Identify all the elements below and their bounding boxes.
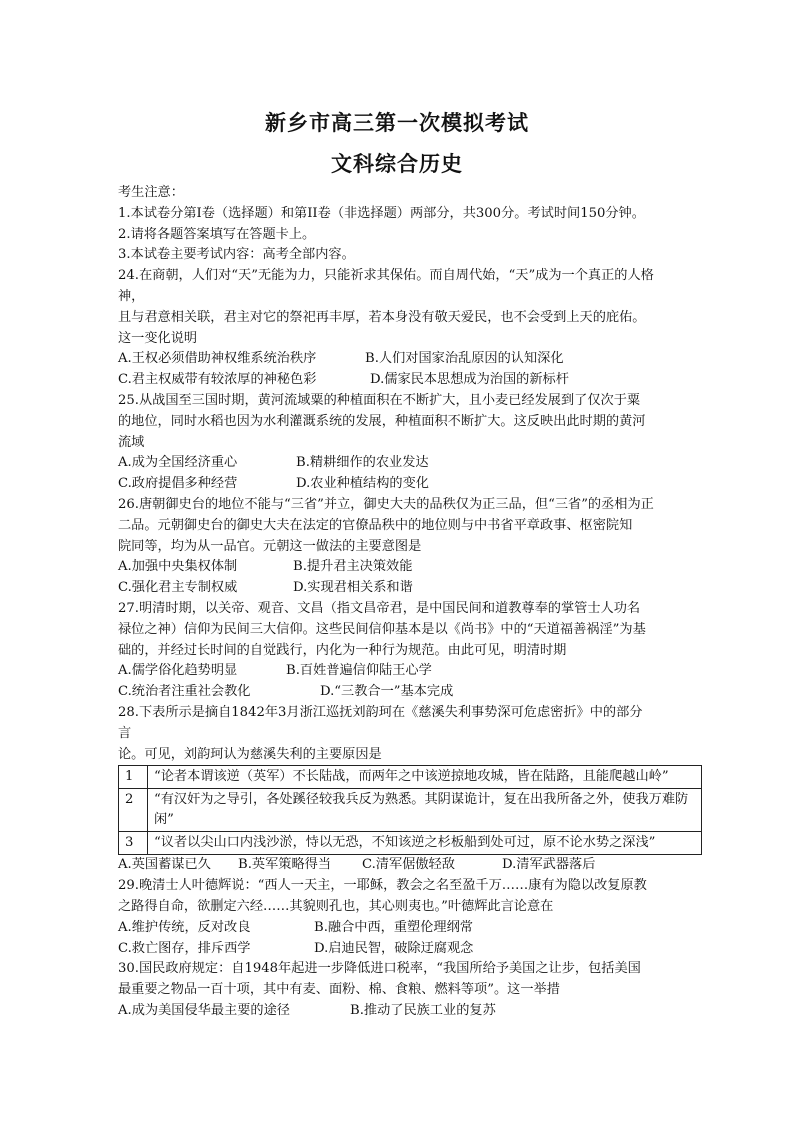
question-24-stem: 24.在商朝，人们对“天”无能为力，只能祈求其保佑。而自周代始，“天”成为一个真正的人格 bbox=[118, 268, 654, 284]
option-d: D.“三教合一”基本完成 bbox=[320, 684, 454, 700]
table-cell-text: “有汉奸为之导引，各处蹊径较我兵反为熟悉。其阴谋诡计，复在出我所备之外，使我万难防闲” bbox=[148, 789, 702, 832]
question-28-table bbox=[118, 765, 702, 855]
option-d: D.儒家民本思想成为治国的新标杆 bbox=[370, 372, 569, 388]
table-cell-text: “论者本谓该逆（英军）不长陆战，而两年之中该逆掠地攻城，皆在陆路，且能爬越山岭” bbox=[148, 766, 702, 789]
question-24-stem: 神， bbox=[118, 288, 145, 304]
question-28-stem: 论。可见，刘韵珂认为慈溪失利的主要原因是 bbox=[118, 746, 382, 762]
question-26-options-row bbox=[118, 578, 698, 599]
option-d: D.清军武器落后 bbox=[502, 857, 596, 873]
notice-item: 2.请将各题答案填写在答题卡上。 bbox=[118, 226, 316, 242]
option-b: B.英军策略得当 bbox=[238, 857, 332, 873]
question-26-stem: 院同等，均为从一品官。元朝这一做法的主要意图是 bbox=[118, 538, 422, 554]
question-27-stem: 27.明清时期，以关帝、观音、文昌（指文昌帝君，是中国民间和道教尊奉的掌管士人功名 bbox=[118, 600, 641, 616]
option-a: A.王权必须借助神权维系统治秩序 bbox=[118, 351, 317, 367]
question-26-options-row bbox=[118, 557, 698, 578]
option-b: B.提升君主决策效能 bbox=[293, 559, 413, 575]
question-25-stem: 流域 bbox=[118, 434, 145, 450]
option-a: A.维护传统，反对改良 bbox=[118, 919, 251, 935]
question-24-stem: 这一变化说明 bbox=[118, 330, 198, 346]
question-29-stem: 29.晚清士人叶德辉说：“西人一天主，一耶稣，教会之名至盈千万……康有为隐以改复原教 bbox=[118, 878, 647, 894]
option-b: B.百姓普遍信仰陆王心学 bbox=[286, 663, 432, 679]
question-25-stem: 25.从战国至三国时期，黄河流域粟的种植面积在不断扩大，且小麦已经发展到了仅次于粟 bbox=[118, 392, 641, 408]
exam-content bbox=[118, 183, 698, 1022]
table-cell-text: “议者以尖山口内浅沙淤，恃以无恐，不知该逆之杉板船到处可过，原不论水势之深浅” bbox=[148, 832, 702, 855]
question-25-options-row bbox=[118, 453, 698, 474]
question-29-options-row bbox=[118, 918, 698, 939]
option-a: A.儒学俗化趋势明显 bbox=[118, 663, 238, 679]
notice-item: 1.本试卷分第I卷（选择题）和第II卷（非选择题）两部分，共300分。考试时间150分钟。 bbox=[118, 205, 645, 221]
question-25-stem: 的地位，同时水稻也因为水利灌溉系统的发展，种植面积不断扩大。这反映出此时期的黄河 bbox=[118, 413, 646, 429]
question-27-options-row bbox=[118, 661, 698, 682]
option-a: A.成为美国侵华最主要的途径 bbox=[118, 1002, 290, 1018]
question-27-stem: 础的，并经过长时间的自觉践行，内化为一种行为规范。由此可见，明清时期 bbox=[118, 642, 567, 658]
question-28-stem: 言 bbox=[118, 725, 132, 741]
question-29-options-row bbox=[118, 939, 698, 960]
table-row bbox=[119, 832, 702, 855]
question-24-options-row bbox=[118, 349, 698, 370]
option-d: D.启迪民智，破除迂腐观念 bbox=[314, 940, 474, 956]
option-a: A.加强中央集权体制 bbox=[118, 559, 238, 575]
option-c: C.救亡图存，排斥西学 bbox=[118, 940, 251, 956]
question-29-stem: 之路得自命，欲删定六经……其貌则孔也，其心则夷也。”叶德辉此言论意在 bbox=[118, 898, 554, 914]
question-28-stem: 28.下表所示是摘自1842年3月浙江巡抚刘韵珂在《慈溪失利事势深可危虑密折》中的部分 bbox=[118, 704, 643, 720]
option-c: C.君主权威带有较浓厚的神秘色彩 bbox=[118, 372, 317, 388]
question-30-stem: 最重要之物品一百十项，其中有麦、面粉、棉、食粮、燃料等项”。这一举措 bbox=[118, 982, 560, 998]
question-27-options-row bbox=[118, 682, 698, 703]
option-c: C.政府提倡多种经营 bbox=[118, 476, 238, 492]
table-row bbox=[119, 766, 702, 789]
table-row bbox=[119, 789, 702, 832]
option-c: C.清军倨傲轻敌 bbox=[362, 857, 455, 873]
option-b: B.融合中西，重塑伦理纲常 bbox=[314, 919, 473, 935]
option-a: A.成为全国经济重心 bbox=[118, 455, 238, 471]
question-24-stem: 且与君意相关联，君主对它的祭祀再丰厚，若本身没有敬天爱民，也不会受到上天的庇佑。 bbox=[118, 309, 646, 325]
page-title: 新乡市高三第一次模拟考试 bbox=[265, 110, 529, 135]
question-24-options-row bbox=[118, 370, 698, 391]
option-c: C.强化君主专制权威 bbox=[118, 580, 238, 596]
question-27-stem: 禄位之神）信仰为民间三大信仰。这些民间信仰基本是以《尚书》中的“天道福善祸淫”为基 bbox=[118, 621, 646, 637]
option-a: A.英国蓄谋已久 bbox=[118, 857, 211, 873]
notice-item: 3.本试卷主要考试内容：高考全部内容。 bbox=[118, 247, 355, 263]
notice-heading: 考生注意： bbox=[118, 185, 184, 200]
option-b: B.推动了民族工业的复苏 bbox=[350, 1002, 496, 1018]
table-cell-num: 2 bbox=[119, 789, 148, 832]
table-cell-num: 1 bbox=[119, 766, 148, 789]
question-26-stem: 26.唐朝御史台的地位不能与“三省”并立，御史大夫的品秩仅为正三品，但“三省”的丞相为正 bbox=[118, 496, 654, 512]
option-c: C.统治者注重社会教化 bbox=[118, 684, 251, 700]
page-subtitle: 文科综合历史 bbox=[331, 151, 463, 176]
option-d: D.农业种植结构的变化 bbox=[296, 476, 429, 492]
question-26-stem: 二品。元朝御史台的御史大夫在法定的官僚品秩中的地位则与中书省平章政事、枢密院知 bbox=[118, 517, 633, 533]
question-30-stem: 30.国民政府规定：自1948年起进一步降低进口税率，“我国所给予美国之让步，包括美国 bbox=[118, 961, 641, 977]
option-b: B.精耕细作的农业发达 bbox=[296, 455, 429, 471]
table-cell-num: 3 bbox=[119, 832, 148, 855]
question-28-options-row bbox=[118, 855, 698, 876]
question-30-options-row bbox=[118, 1001, 698, 1022]
question-25-options-row bbox=[118, 474, 698, 495]
option-d: D.实现君相关系和谐 bbox=[293, 580, 413, 596]
option-b: B.人们对国家治乱原因的认知深化 bbox=[365, 351, 564, 367]
